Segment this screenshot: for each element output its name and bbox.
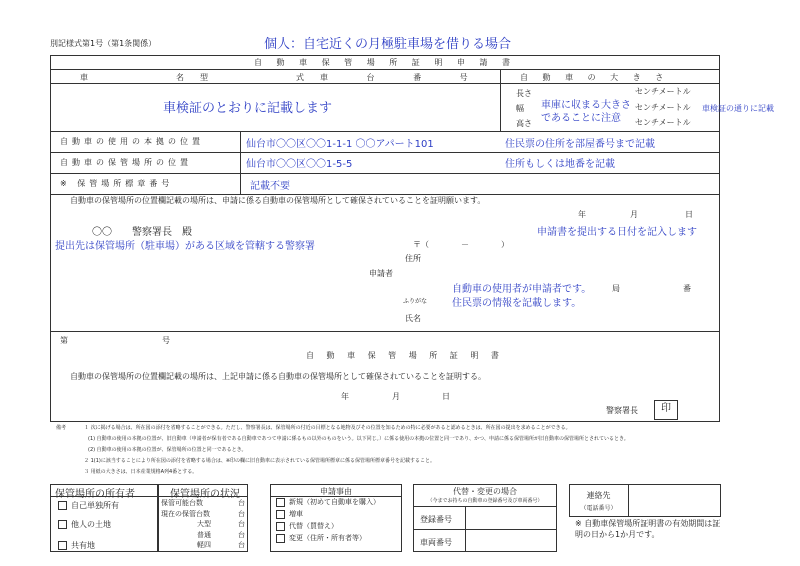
police-chief-addressee: 〇〇 警察署長 殿 bbox=[92, 227, 192, 238]
col-vehicle-name: 車 名 bbox=[80, 73, 224, 82]
note-submit-tip: 提出先は保管場所（駐車場）がある区域を管轄する警察署 bbox=[55, 241, 315, 252]
status-row: 保管可能台数 台 bbox=[161, 499, 245, 507]
status-row: 現在の保管台数 台 bbox=[161, 509, 245, 518]
reason-option-2[interactable]: 増車 bbox=[276, 509, 303, 519]
base-location-value: 仙台市〇〇区〇〇1-1-1 〇〇アパート101 bbox=[246, 139, 434, 150]
base-location-label: 自動車の使用の本拠の位置 bbox=[60, 137, 204, 146]
reason-option-2-checkbox[interactable] bbox=[276, 510, 285, 519]
owner-option-2-checkbox[interactable] bbox=[58, 520, 67, 529]
vehicle-number-label: 車両番号 bbox=[420, 538, 452, 547]
replace-box-subtitle: （今までお持ちの自動車の登録番号及び車両番号） bbox=[427, 498, 543, 504]
phone-number: 番 bbox=[683, 284, 691, 293]
remarks-line-5: ３ 用紙の大きさは、日本産業規格A列4番とする。 bbox=[84, 469, 198, 475]
app-year: 年 bbox=[578, 210, 586, 219]
col-vehicle-size: 自 動 車 の 大 き さ bbox=[520, 73, 670, 82]
application-body bbox=[50, 195, 720, 332]
status-row: 普通 台 bbox=[197, 530, 245, 539]
app-month: 月 bbox=[630, 210, 638, 219]
replace-box-title: 代替・変更の場合 bbox=[453, 487, 517, 496]
remarks-line-1: １ 次に掲げる場合は、所在図の添付を省略することができる。ただし、警察署長は、保管場所の付近の目標となる地物及びその位置を知るための特に必要があると認めるときは、所在図の提出を求めることができる。 bbox=[84, 425, 571, 431]
sticker-label: ※ 保管場所標章番号 bbox=[60, 179, 174, 188]
cert-month: 月 bbox=[392, 392, 400, 401]
official-seal: 印 bbox=[654, 400, 678, 420]
app-day: 日 bbox=[685, 210, 693, 219]
note-not-required: 記載不要 bbox=[250, 181, 290, 192]
owner-option-1-checkbox[interactable] bbox=[58, 501, 67, 510]
remarks-line-4: ２ 1(1)に該当することにより所在図の添付を省略する場合は、※印の欄に旧自動車に表示されている保管場所標章に係る保管場所標章番号を記載すること。 bbox=[84, 458, 436, 464]
remarks-label: 備考 bbox=[56, 425, 67, 431]
note-date-tip: 申請書を提出する日付を記入します bbox=[537, 227, 697, 238]
width-unit: センチメートル bbox=[635, 103, 691, 112]
owner-box-title: 保管場所の所有者 bbox=[55, 489, 135, 500]
cert-year: 年 bbox=[341, 392, 349, 401]
remarks-line-2: (1) 自動車の使用の本拠の位置が、旧自動車（申請者が保有者である自動車であつて申請に係るもの以外のものをいう。以下同じ。）に係る使用の本拠の位置と同一であり、かつ、申請に係る保管場所が旧自動車の保管場所とされているとき。 bbox=[88, 436, 629, 442]
cert-number-label: 第 bbox=[60, 336, 68, 345]
note-garage-fit: 車庫に収まる大きさ bbox=[541, 100, 631, 111]
certificate-statement: 自動車の保管場所の位置欄記載の場所は、上記申請に係る自動車の保管場所として確保されていることを証明する。 bbox=[70, 372, 486, 381]
note-inspection-cert: 車検証のとおりに記載します bbox=[163, 101, 333, 116]
owner-option-3-checkbox[interactable] bbox=[58, 541, 67, 550]
reason-option-4[interactable]: 変更（住所・所有者等） bbox=[276, 533, 366, 543]
vehicle-number-field[interactable] bbox=[466, 530, 556, 551]
reason-option-3-checkbox[interactable] bbox=[276, 522, 285, 531]
owner-option-2[interactable]: 他人の土地 bbox=[58, 519, 111, 530]
status-row: 大型 台 bbox=[197, 520, 245, 528]
reg-number-label: 登録番号 bbox=[420, 515, 452, 524]
case-title: 個人：自宅近くの月極駐車場を借りる場合 bbox=[264, 37, 512, 52]
cert-day: 日 bbox=[442, 392, 450, 401]
reason-option-3[interactable]: 代替（買替え） bbox=[276, 521, 338, 531]
owner-option-1[interactable]: 自己単独所有 bbox=[58, 500, 119, 511]
reason-option-4-checkbox[interactable] bbox=[276, 534, 285, 543]
status-row: 軽四 台 bbox=[197, 541, 245, 549]
length-unit: センチメートル bbox=[635, 87, 691, 96]
remarks-line-3: (2) 自動車の使用の本拠の位置が、保管場所の位置と同一であるとき。 bbox=[88, 447, 247, 453]
note-address-tip: 住民票の住所を部屋番号まで記載 bbox=[505, 139, 655, 150]
contact-title: 連絡先 bbox=[586, 491, 611, 500]
certificate-title: 自 動 車 保 管 場 所 証 明 書 bbox=[306, 351, 504, 360]
form-title: 自 動 車 保 管 場 所 証 明 申 請 書 bbox=[254, 58, 516, 67]
col-model: 型 式 bbox=[200, 73, 344, 82]
contact-subtitle: （電話番号） bbox=[580, 505, 617, 512]
status-rows bbox=[161, 498, 245, 551]
form-number: 別記様式第1号（第1条関係） bbox=[50, 39, 157, 48]
height-label: 高さ bbox=[516, 119, 532, 128]
name-label: 氏名 bbox=[405, 314, 421, 323]
contact-phone-field[interactable] bbox=[630, 486, 719, 515]
reg-number-field[interactable] bbox=[466, 507, 556, 528]
length-label: 長さ bbox=[516, 89, 532, 98]
note-applicant-tip: 自動車の使用者が申請者です。 bbox=[452, 284, 592, 295]
status-box-title: 保管場所の状況 bbox=[170, 489, 240, 500]
furigana-label: ふりがな bbox=[403, 298, 428, 305]
note-inspection-cert2: 車検証の通りに記載 bbox=[702, 104, 774, 113]
application-statement: 自動車の保管場所の位置欄記載の場所は、申請に係る自動車の保管場所として確保されていることを証明願います。 bbox=[70, 196, 486, 205]
storage-location-label: 自動車の保管場所の位置 bbox=[60, 158, 192, 167]
height-unit: センチメートル bbox=[635, 118, 691, 127]
address-label: 住所 bbox=[405, 254, 421, 263]
reason-option-1-checkbox[interactable] bbox=[276, 498, 285, 507]
reason-option-1[interactable]: 新規（初めて自動車を購入） bbox=[276, 497, 380, 507]
storage-location-value: 仙台市〇〇区〇〇1-5-5 bbox=[246, 159, 353, 170]
note-garage-fit2: であることに注意 bbox=[541, 113, 621, 124]
cert-police-chief: 警察署長 bbox=[606, 406, 638, 415]
phone-station: 局 bbox=[612, 284, 620, 293]
applicant-label: 申請者 bbox=[369, 269, 393, 278]
owner-option-3[interactable]: 共有地 bbox=[58, 540, 95, 551]
note-parking-tip: 住所もしくは地番を記載 bbox=[505, 159, 615, 170]
cert-number-suffix: 号 bbox=[162, 336, 170, 345]
col-chassis-number: 車 台 番 号 bbox=[320, 73, 486, 82]
width-label: 幅 bbox=[516, 104, 524, 113]
validity-note: ※ 自動車保管場所証明書の有効期間は証明の日から1か月です。 bbox=[575, 519, 721, 539]
reason-box-title: 申請事由 bbox=[320, 487, 352, 496]
postal-code: 〒（ － ） bbox=[413, 240, 509, 249]
note-applicant-tip2: 住民票の情報を記載します。 bbox=[452, 298, 582, 309]
